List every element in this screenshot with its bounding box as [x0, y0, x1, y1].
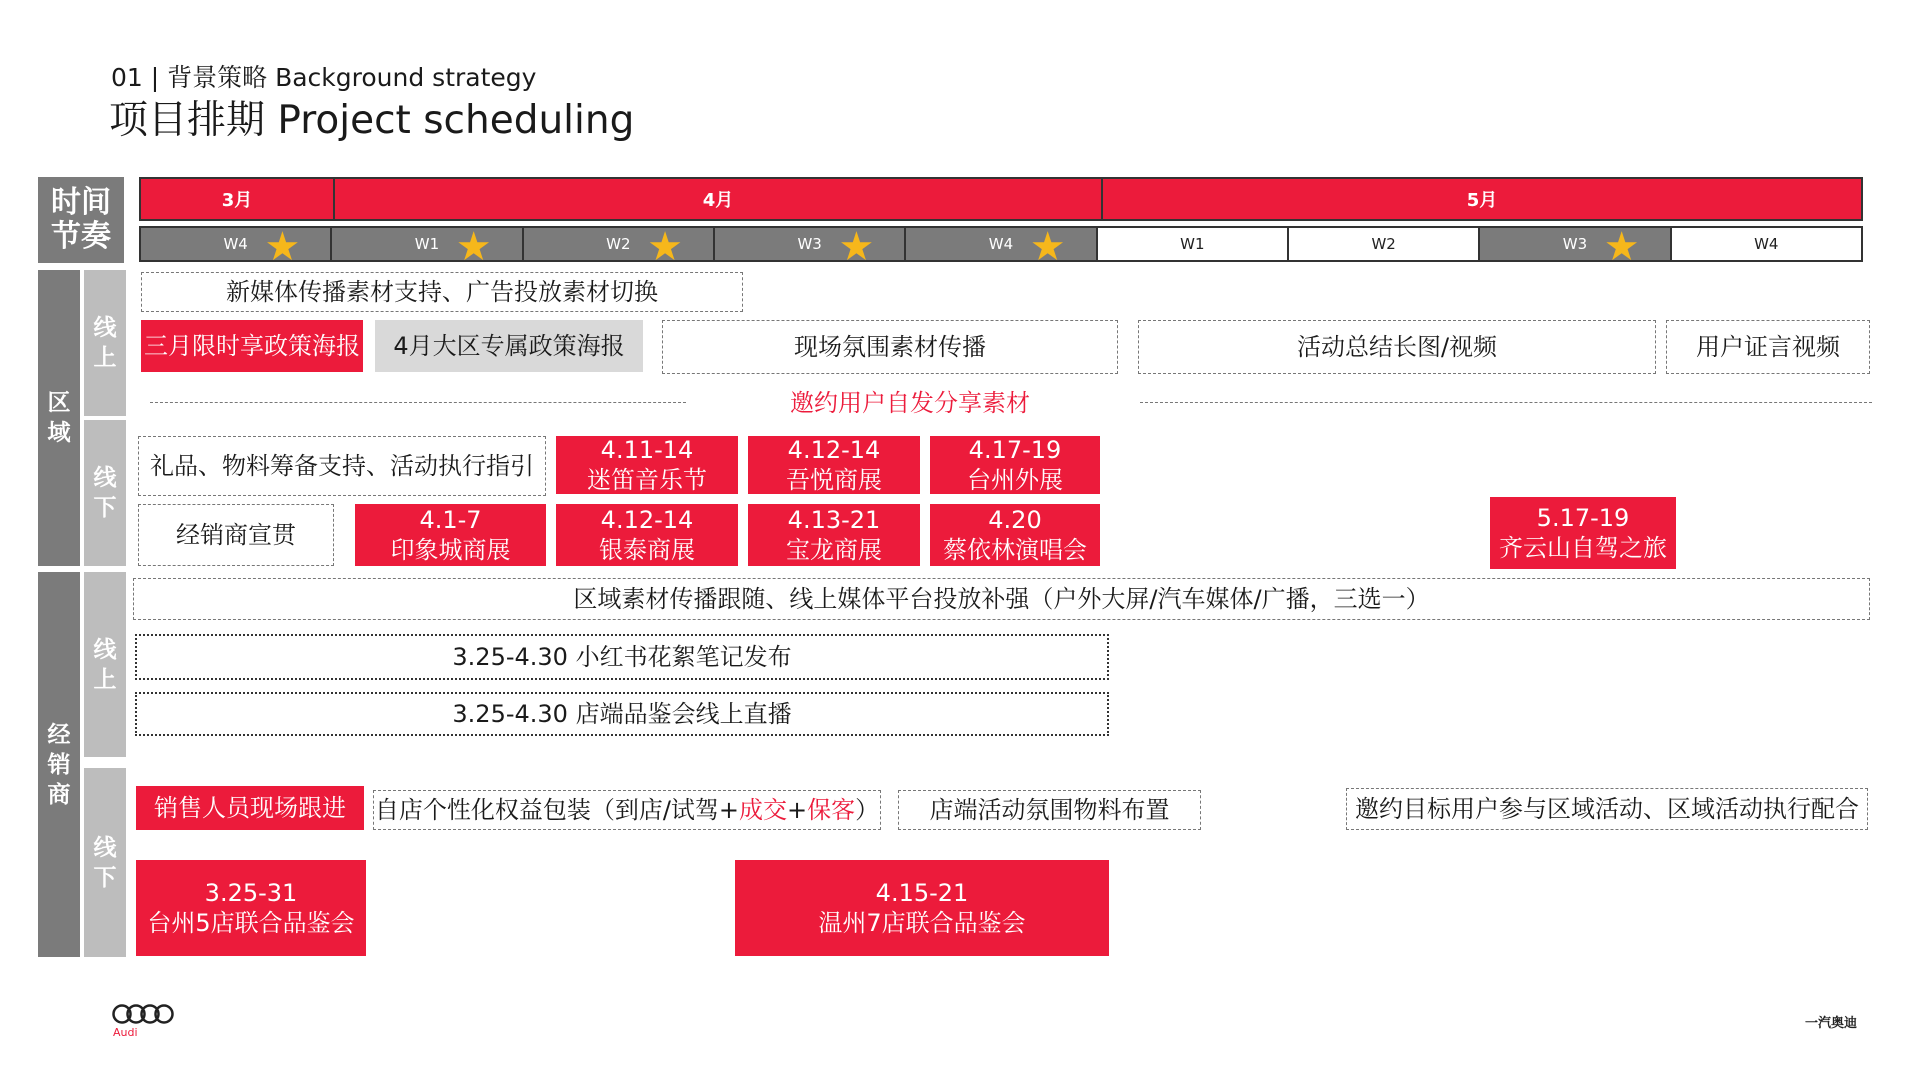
week-cell: W1 ★ [332, 228, 523, 260]
week-cell: W4 ★ [141, 228, 332, 260]
april-policy-poster: 4月大区专属政策海报 [375, 320, 643, 372]
personalized-package: 自店个性化权益包装（到店/试驾+ 成交 + 保客 ） [373, 790, 881, 830]
dashed-divider [150, 402, 686, 403]
week-cell: W4 [1672, 228, 1861, 260]
week-row [139, 224, 1863, 270]
xiaohongshu-notes: 3.25-4.30 小红书花絮笔记发布 [135, 634, 1109, 680]
month-april: 4月 [335, 179, 1103, 219]
march-policy-poster: 三月限时享政策海报 [141, 320, 363, 372]
event-yinxiangcheng-expo: 4.1-7 印象城商展 [355, 504, 546, 566]
store-livestream: 3.25-4.30 店端品鉴会线上直播 [135, 692, 1109, 736]
taizhou-joint-tasting: 3.25-31 台州5店联合品鉴会 [136, 860, 366, 956]
star-icon: ★ [1029, 224, 1066, 270]
month-may: 5月 [1103, 179, 1861, 219]
month-march: 3月 [141, 179, 335, 219]
star-icon: ★ [838, 224, 875, 270]
region-offline-label: 线下 [84, 420, 126, 566]
week-cell: W1 [1098, 228, 1289, 260]
month-row [139, 177, 1863, 221]
page-title: 项目排期 Project scheduling [109, 98, 635, 143]
section-subtitle: 01 | 背景策略 Background strategy [111, 63, 537, 92]
dealer-online-label: 线上 [84, 572, 126, 757]
dashed-divider [1140, 402, 1872, 403]
dealer-label: 经销商 [38, 572, 80, 957]
dealer-promotion: 经销商宣贯 [138, 504, 334, 566]
event-midi-festival: 4.11-14 迷笛音乐节 [556, 436, 738, 494]
week-cell: W2 ★ [524, 228, 715, 260]
event-wuyue-expo: 4.12-14 吾悦商展 [748, 436, 920, 494]
week-cell: W2 [1289, 228, 1480, 260]
new-media-support: 新媒体传播素材支持、广告投放素材切换 [141, 272, 743, 312]
star-icon: ★ [647, 224, 683, 270]
week-cell: W4 ★ [906, 228, 1097, 260]
event-taizhou-expo: 4.17-19 台州外展 [930, 436, 1100, 494]
event-yintai-expo: 4.12-14 银泰商展 [556, 504, 738, 566]
event-baolong-expo: 4.13-21 宝龙商展 [748, 504, 920, 566]
dealer-offline-label: 线下 [84, 768, 126, 957]
user-share-material: 邀约用户自发分享素材 [790, 389, 1030, 417]
event-qiyunshan-trip: 5.17-19 齐云山自驾之旅 [1490, 497, 1676, 569]
invite-target-users: 邀约目标用户参与区域活动、区域活动执行配合 [1346, 788, 1868, 830]
wenzhou-joint-tasting: 4.15-21 温州7店联合品鉴会 [735, 860, 1109, 956]
week-cell: W3 ★ [1480, 228, 1671, 260]
store-atmosphere-material: 店端活动氛围物料布置 [898, 790, 1201, 830]
summary-video: 活动总结长图/视频 [1138, 320, 1656, 374]
onsite-material: 现场氛围素材传播 [662, 320, 1118, 374]
brand-name: 一汽奥迪 [1805, 1016, 1858, 1031]
gift-material-support: 礼品、物料筹备支持、活动执行指引 [138, 436, 546, 496]
region-label: 区域 [38, 270, 80, 566]
event-jolin-concert: 4.20 蔡依林演唱会 [930, 504, 1100, 566]
star-icon: ★ [1603, 224, 1640, 270]
week-cell: W3 ★ [715, 228, 906, 260]
logo-text: Audi [113, 1026, 138, 1039]
regional-spread: 区域素材传播跟随、线上媒体平台投放补强（户外大屏/汽车媒体/广播，三选一） [133, 578, 1870, 620]
star-icon: ★ [455, 224, 492, 270]
testimonial-video: 用户证言视频 [1666, 320, 1870, 374]
time-label: 时间节奏 [38, 177, 124, 263]
sales-followup: 销售人员现场跟进 [136, 786, 364, 830]
region-online-label: 线上 [84, 270, 126, 416]
star-icon: ★ [264, 224, 301, 270]
